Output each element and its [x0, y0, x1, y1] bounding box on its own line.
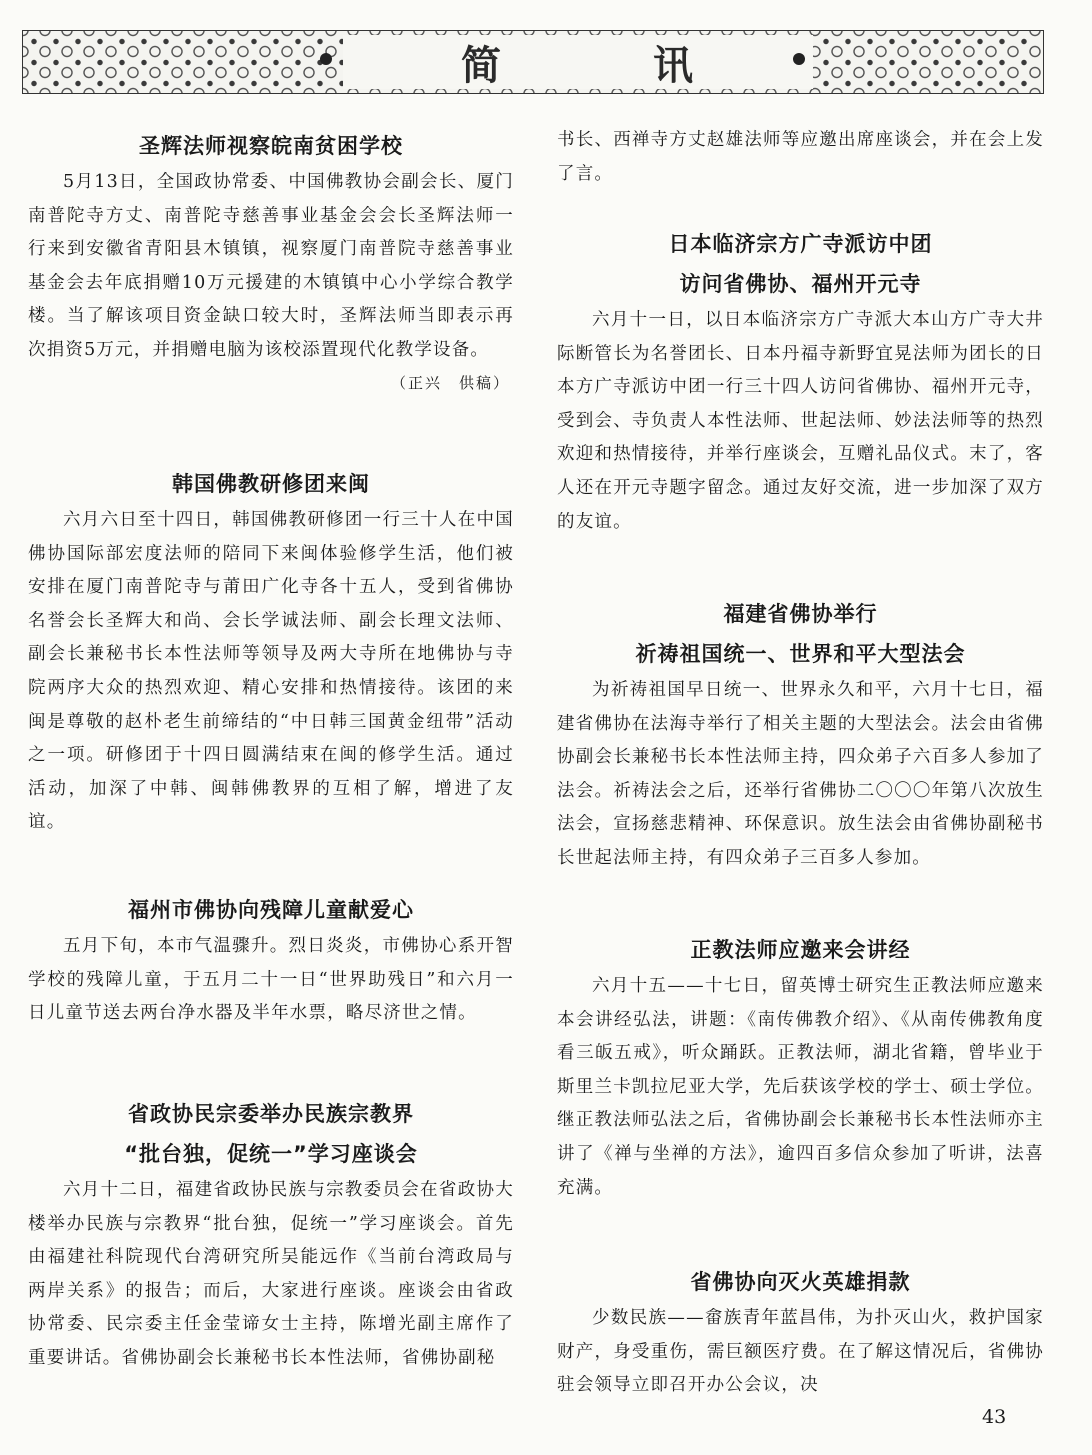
section-banner: [22, 30, 1044, 94]
article-body: 五月下旬，本市气温骤升。烈日炎炎，市佛协心系开智学校的残障儿童，于五月二十一日“世界助残日”和六月一日儿童节送去两台净水器及半年水票，略尽济世之情。: [28, 936, 514, 1024]
banner-char-left: 简: [461, 42, 503, 89]
article-title: 韩国佛教研修团来闽: [172, 472, 370, 496]
article-japan-delegation: [557, 224, 1044, 539]
article-body: 六月六日至十四日，韩国佛教研修团一行三十人在中国佛协国际部宏度法师的陪同下来闽体验修学生活，他们被安排在厦门南普陀寺与莆田广化寺各十五人，受到省佛协名誉会长圣辉大和尚、会长学诚法师、副会长理文法师、副会长兼秘书长本性法师等领导及两大寺所在地佛协与寺院两序大众的热烈欢迎、精心安排和热情接待。该团的来闽是尊敬的赵朴老生前缔结的“中日韩三国黄金纽带”活动之一项。研修团于十四日圆满结束在闽的修学生活。通过活动，加深了中韩、闽韩佛教界的互相了解，增进了友谊。: [28, 510, 514, 833]
banner-char-right: 讯: [653, 42, 695, 89]
article-title: 福州市佛协向残障儿童献爱心: [128, 898, 414, 922]
article-title-line2: “批台独，促统一”学习座谈会: [124, 1142, 418, 1166]
article-credit: （正兴 供稿）: [390, 373, 510, 392]
article-title: 圣辉法师视察皖南贫困学校: [139, 134, 403, 158]
article-body: 六月十一日，以日本临济宗方广寺派大本山方广寺大井际断管长为名誉团长、日本丹福寺新野宜晃法师为团长的日本方广寺派访中团一行三十四人访问省佛协、福州开元寺，受到会、寺负责人本性法师、世起法师、妙法法师等的热烈欢迎和热情接待，并举行座谈会，互赠礼品仪式。末了，客人还在开元寺题字留念。通过友好交流，进一步加深了双方的友谊。: [557, 310, 1044, 532]
article-title-line2: 祈祷祖国统一、世界和平大型法会: [635, 642, 966, 666]
article-title: 省佛协向灭火英雄捐款: [690, 1270, 911, 1294]
article-body: 六月十五——十七日，留英博士研究生正教法师应邀来本会讲经弘法，讲题：《南传佛教介绍》、《从南传佛教角度看三皈五戒》，听众踊跃。正教法师，湖北省籍，曾毕业于斯里兰卡凯拉尼亚大学，先后获该学校的学士、硕士学位。继正教法师弘法之后，省佛协副会长兼秘书长本性法师亦主讲了《禅与坐禅的方法》，逾四百多信众参加了听讲，法喜充满。: [557, 976, 1044, 1198]
article-body-continued: 书长、西禅寺方丈赵雄法师等应邀出席座谈会，并在会上发了言。: [557, 130, 1044, 184]
article-body: 为祈祷祖国早日统一、世界永久和平，六月十七日，福建省佛协在法海寺举行了相关主题的大型法会。法会由省佛协副会长兼秘书长本性法师主持，四众弟子六百多人参加了法会。祈祷法会之后，还举行省佛协二〇〇〇年第八次放生法会，宣扬慈悲精神、环保意识。放生法会由省佛协副秘书长世起法师主持，有四众弟子三百多人参加。: [557, 680, 1044, 868]
article-cppcc-seminar: [28, 1094, 514, 1376]
article-title: 正教法师应邀来会讲经: [690, 938, 911, 962]
article-body: 5月13日，全国政协常委、中国佛教协会副会长、厦门南普陀寺方丈、南普陀寺慈善事业基金会会长圣辉法师一行来到安徽省青阳县木镇镇，视察厦门南普院寺慈善事业基金会去年底捐赠10万元援建的木镇镇中心小学综合教学楼。当了解该项目资金缺口较大时，圣辉法师当即表示再次捐资5万元，并捐赠电脑为该校添置现代化教学设备。: [28, 172, 514, 360]
article-firefighter-donation: [557, 1262, 1044, 1403]
article-title-line2: 访问省佛协、福州开元寺: [679, 272, 922, 296]
article-title-line1: 省政协民宗委举办民族宗教界: [128, 1102, 414, 1126]
article-fuzhou-children: [28, 890, 514, 1031]
article-zhengjiao-lecture: [557, 930, 1044, 1205]
article-korea-delegation: [28, 464, 514, 840]
article-body: 少数民族——畲族青年蓝昌伟，为扑灭山火，救护国家财产，身受重伤，需巨额医疗费。在了解这情况后，省佛协驻会领导立即召开办公会议，决: [557, 1308, 1044, 1396]
article-shenghui: [28, 126, 514, 398]
banner-title: [343, 35, 813, 89]
article-cppcc-seminar-continued: [557, 124, 1044, 191]
article-title-line1: 福建省佛协举行: [723, 602, 878, 626]
banner-dot-right-icon: [793, 53, 805, 65]
page-number: 43: [982, 1406, 1007, 1428]
article-body: 六月十二日，福建省政协民族与宗教委员会在省政协大楼举办民族与宗教界“批台独，促统一”学习座谈会。首先由福建社科院现代台湾研究所吴能远作《当前台湾政局与两岸关系》的报告；而后，大家进行座谈。座谈会由省政协常委、民宗委主任金莹谛女士主持，陈增光副主席作了重要讲话。省佛协副会长兼秘书长本性法师，省佛协副秘: [28, 1180, 514, 1368]
article-prayer-assembly: [557, 594, 1044, 876]
banner-dot-left-icon: [320, 53, 332, 65]
article-title-line1: 日本临济宗方广寺派访中团: [668, 232, 933, 256]
